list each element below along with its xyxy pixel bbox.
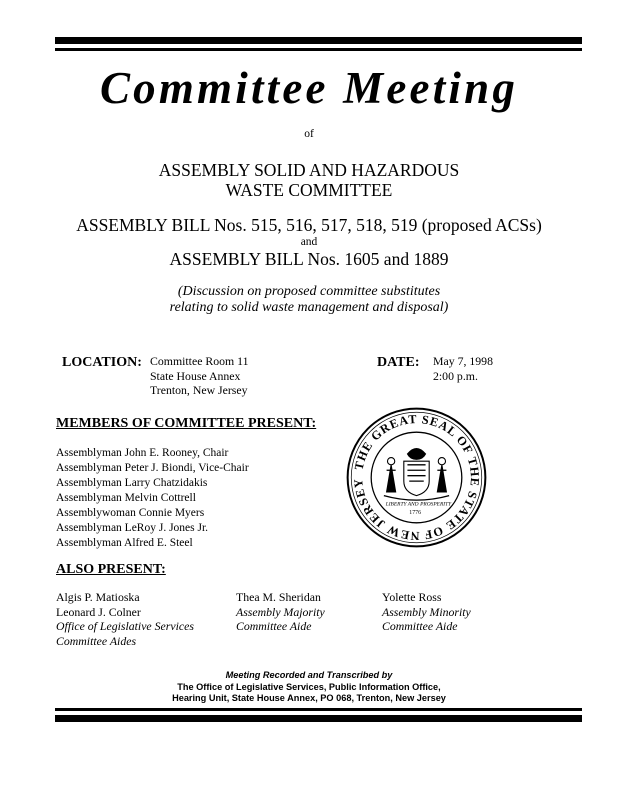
location-label: LOCATION: [62,355,142,370]
seal-crest [384,449,449,501]
date-line: 2:00 p.m. [433,368,478,383]
of-text: of [304,128,314,140]
attendee-role: Committee Aides [56,633,137,648]
attendee-role: Assembly Minority [382,604,471,619]
attendee-name: Thea M. Sheridan [236,590,321,604]
location-value [150,354,249,398]
footer-credit [0,670,618,705]
member-item: Assemblyman John E. Rooney, Chair [56,447,229,459]
date-label: DATE: [377,355,420,370]
also-present-heading: ALSO PRESENT: [56,562,166,577]
date-line: May 7, 1998 [433,354,493,368]
attendee-role: Office of Legislative Services [56,619,194,633]
also-present-column-3 [382,590,471,634]
top-rule-thin [55,48,582,51]
member-item: Assemblywoman Connie Myers [56,507,205,519]
members-heading: MEMBERS OF COMMITTEE PRESENT: [56,416,317,431]
seal-ribbon-left: LIBERTY AND [385,501,419,508]
member-item: Assemblyman Larry Chatzidakis [56,477,208,489]
location-line: Committee Room 11 [150,354,249,368]
discussion-line2: relating to solid waste management and disposal) [169,300,449,315]
attendee-name: Leonard J. Colner [56,604,141,619]
members-list [56,446,249,551]
member-item: Assemblyman LeRoy J. Jones Jr. [56,522,209,534]
location-line: State House Annex [150,368,241,383]
also-present-column-1 [56,590,194,648]
member-item: Assemblyman Melvin Cottrell [56,492,196,504]
committee-name-line2: WASTE COMMITTEE [225,180,393,200]
member-item: Assemblyman Alfred E. Steel [56,537,193,549]
footer-line-1: Meeting Recorded and Transcribed by [225,670,393,680]
bottom-rule-thick [55,715,582,722]
state-seal-image [344,405,489,550]
attendee-role: Committee Aide [382,619,458,633]
seal-ring-text: THE GREAT SEAL OF THE STATE OF NEW JERSEY [350,411,483,543]
member-item: Assemblyman Peter J. Biondi, Vice-Chair [56,462,249,474]
attendee-role: Committee Aide [236,619,312,633]
attendee-name: Yolette Ross [382,590,442,604]
committee-name-line1: ASSEMBLY SOLID AND HAZARDOUS [158,160,460,180]
also-present-column-2 [236,590,325,634]
seal-ribbon-right: PROSPERITY [420,501,452,508]
bills-line2: ASSEMBLY BILL Nos. 1605 and 1889 [169,249,449,269]
bottom-rule-thin [55,708,582,711]
top-rule-thick [55,37,582,44]
bills-and: and [300,236,318,248]
attendee-role: Assembly Majority [236,604,325,619]
seal-year: 1776 [409,509,421,516]
footer-line-2: The Office of Legislative Services, Public Information Office, [177,681,441,692]
document-title: Committee Meeting [99,63,519,113]
discussion-line1: (Discussion on proposed committee substitutes [177,284,441,299]
footer-line-3: Hearing Unit, State House Annex, PO 068, Trenton, New Jersey [172,693,446,703]
location-line: Trenton, New Jersey [150,383,248,397]
bills-line1: ASSEMBLY BILL Nos. 515, 516, 517, 518, 519 (proposed ACSs) [76,215,542,235]
attendee-name: Algis P. Matioska [56,590,140,604]
date-value [433,354,493,383]
